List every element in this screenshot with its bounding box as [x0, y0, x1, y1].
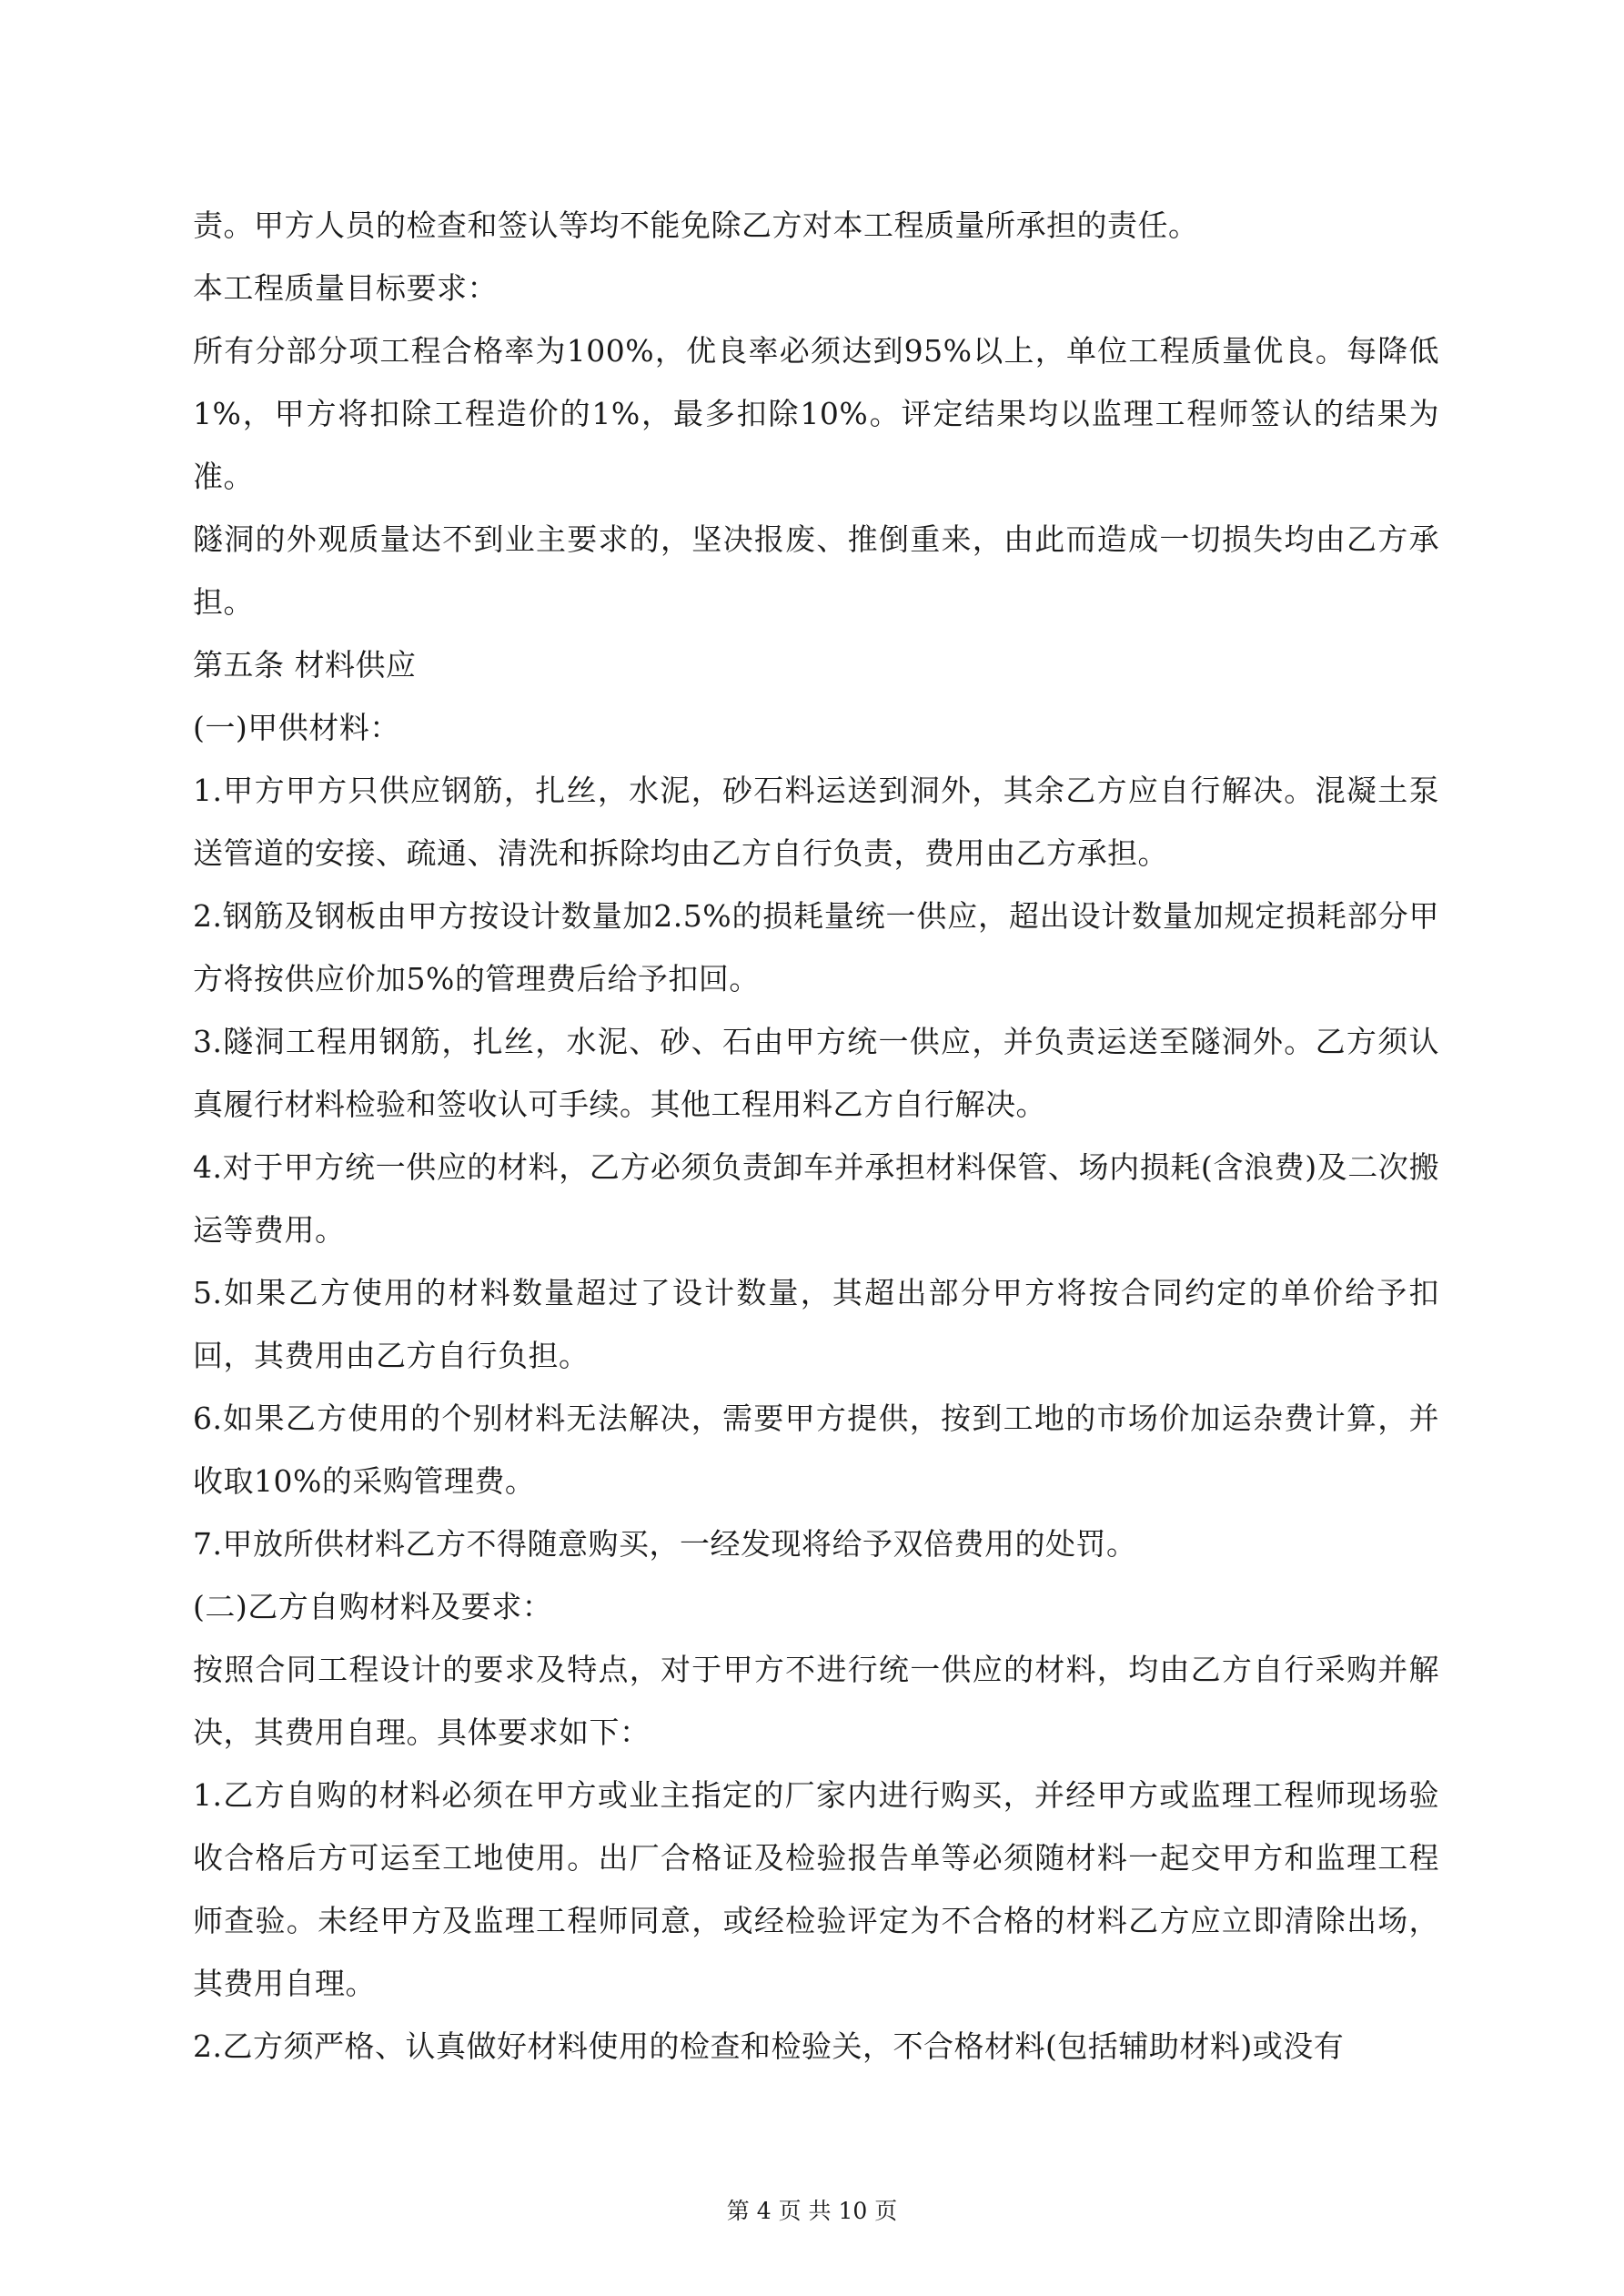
paragraph-quality-rate: 所有分部分项工程合格率为100%，优良率必须达到95%以上，单位工程质量优良。每降低1%，甲方将扣除工程造价的1%，最多扣除10%。评定结果均以监理工程师签认的结果为准。 [193, 333, 1439, 494]
paragraph-quality-target-heading: 本工程质量目标要求： [193, 270, 498, 306]
list-item-a-1: 1.甲方甲方只供应钢筋，扎丝，水泥，砂石料运送到洞外，其余乙方应自行解决。混凝土泵送管道的安接、疏通、清洗和拆除均由乙方自行负责，费用由乙方承担。 [193, 773, 1439, 871]
list-item-a-7: 7.甲放所供材料乙方不得随意购买，一经发现将给予双倍费用的处罚。 [193, 1526, 1137, 1562]
page-number-footer: 第 4 页 共 10 页 [726, 2198, 898, 2224]
subsection-heading-party-b-materials: (二)乙方自购材料及要求： [193, 1589, 553, 1624]
list-item-a-4: 4.对于甲方统一供应的材料，乙方必须负责卸车并承担材料保管、场内损耗(含浪费)及二次搬运等费用。 [193, 1149, 1439, 1248]
list-item-a-6: 6.如果乙方使用的个别材料无法解决，需要甲方提供，按到工地的市场价加运杂费计算，并收取10%的采购管理费。 [193, 1401, 1439, 1499]
list-item-a-2: 2.钢筋及钢板由甲方按设计数量加2.5%的损耗量统一供应，超出设计数量加规定损耗部分甲方将按供应价加5%的管理费后给予扣回。 [193, 898, 1439, 996]
list-item-b-2: 2.乙方须严格、认真做好材料使用的检查和检验关，不合格材料(包括辅助材料)或没有 [193, 2028, 1345, 2064]
document-body [193, 194, 1439, 2078]
subsection-heading-party-a-materials: (一)甲供材料： [193, 710, 400, 745]
paragraph-party-b-intro: 按照合同工程设计的要求及特点，对于甲方不进行统一供应的材料，均由乙方自行采购并解决，其费用自理。具体要求如下： [193, 1652, 1439, 1750]
section-heading-article-5: 第五条 材料供应 [193, 647, 417, 683]
list-item-a-3: 3.隧洞工程用钢筋，扎丝，水泥、砂、石由甲方统一供应，并负责运送至隧洞外。乙方须认真履行材料检验和签收认可手续。其他工程用料乙方自行解决。 [193, 1024, 1439, 1122]
paragraph-appearance-quality: 隧洞的外观质量达不到业主要求的，坚决报废、推倒重来，由此而造成一切损失均由乙方承担。 [193, 521, 1439, 620]
list-item-b-1: 1.乙方自购的材料必须在甲方或业主指定的厂家内进行购买，并经甲方或监理工程师现场验收合格后方可运至工地使用。出厂合格证及检验报告单等必须随材料一起交甲方和监理工程师查验。未经甲方及监理工程师同意，或经检验评定为不合格的材料乙方应立即清除出场，其费用自理。 [193, 1777, 1439, 2001]
list-item-a-5: 5.如果乙方使用的材料数量超过了设计数量，其超出部分甲方将按合同约定的单价给予扣回，其费用由乙方自行负担。 [193, 1275, 1439, 1373]
paragraph-responsibility-end: 责。甲方人员的检查和签认等均不能免除乙方对本工程质量所承担的责任。 [193, 207, 1199, 243]
